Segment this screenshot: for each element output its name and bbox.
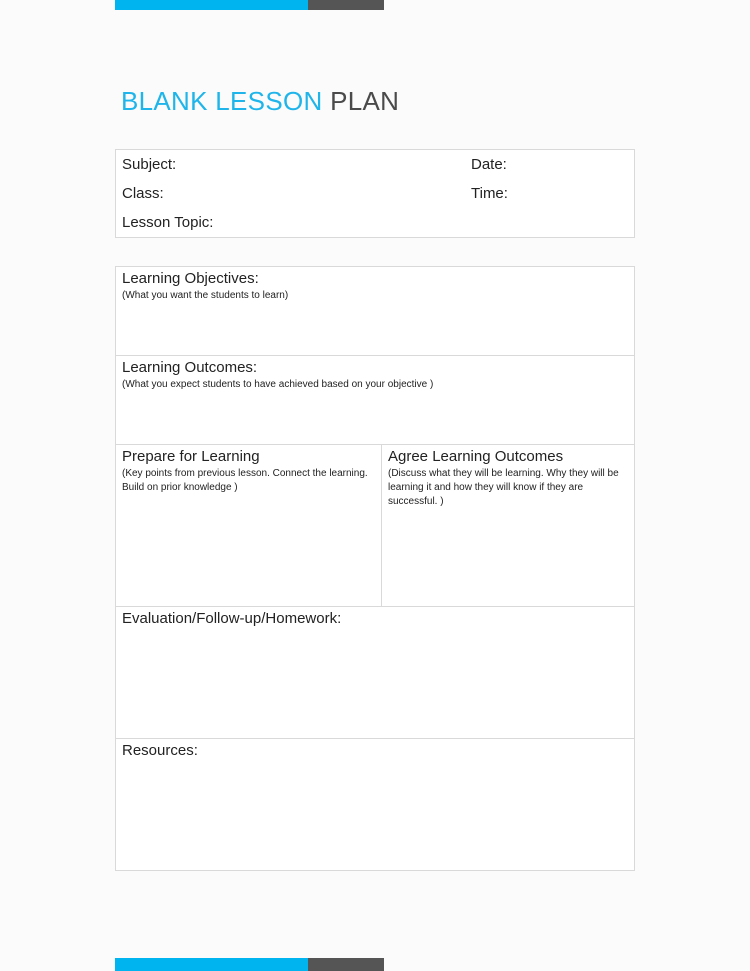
page-title [121, 86, 399, 117]
time-label: Time: [471, 185, 508, 202]
accent-bar-gray [308, 958, 384, 971]
lesson-plan-table [115, 266, 635, 871]
resources-section [116, 738, 634, 870]
learning-objectives-heading: Learning Objectives: [122, 270, 259, 287]
lesson-info-box [115, 149, 635, 238]
title-accent: BLANK LESSON [121, 86, 323, 116]
learning-outcomes-note: (What you expect students to have achieved based on your objective ) [122, 379, 434, 390]
prepare-for-learning-heading: Prepare for Learning [122, 448, 260, 465]
evaluation-heading: Evaluation/Follow-up/Homework: [122, 610, 342, 627]
accent-bar-blue [115, 958, 308, 971]
class-label: Class: [122, 185, 164, 202]
learning-outcomes-section [116, 355, 634, 444]
bottom-accent-bar [115, 958, 384, 971]
lesson-topic-label: Lesson Topic: [122, 214, 214, 231]
prepare-for-learning-cell [116, 445, 381, 606]
title-rest: PLAN [330, 86, 400, 116]
top-accent-bar [115, 0, 384, 10]
learning-objectives-section [116, 267, 634, 355]
accent-bar-blue [115, 0, 308, 10]
learning-objectives-note: (What you want the students to learn) [122, 290, 289, 301]
agree-learning-outcomes-heading: Agree Learning Outcomes [388, 448, 564, 465]
resources-heading: Resources: [122, 742, 198, 759]
evaluation-section [116, 606, 634, 738]
prepare-agree-section [116, 444, 634, 606]
learning-outcomes-heading: Learning Outcomes: [122, 359, 258, 376]
subject-label: Subject: [122, 156, 177, 173]
agree-learning-outcomes-note: (Discuss what they will be learning. Why they will be learning it and how they will know if they are successful. ) [388, 468, 619, 507]
agree-learning-outcomes-cell [382, 445, 634, 606]
prepare-for-learning-note: (Key points from previous lesson. Connect the learning. Build on prior knowledge ) [122, 468, 368, 493]
date-label: Date: [471, 156, 507, 173]
accent-bar-gray [308, 0, 384, 10]
